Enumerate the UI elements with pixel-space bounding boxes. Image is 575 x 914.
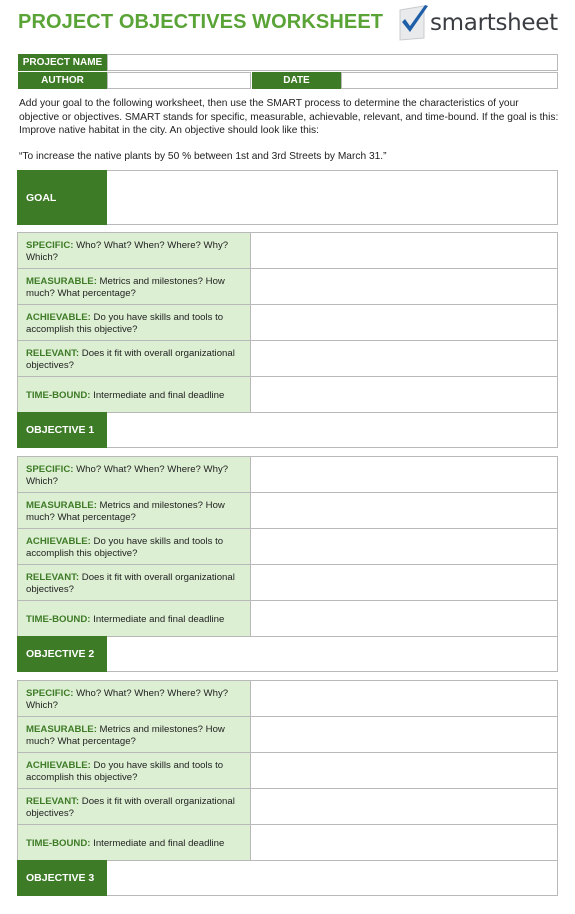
smart-answer-field[interactable] [251, 825, 558, 860]
smart-row-specific [17, 233, 558, 269]
smart-row-time-bound [17, 601, 558, 637]
objective-1-row[interactable] [17, 412, 558, 448]
author-field[interactable] [107, 72, 251, 89]
smart-answer-field[interactable] [251, 681, 558, 716]
smart-answer-field[interactable] [251, 753, 558, 788]
smart-prompt: ACHIEVABLE: Do you have skills and tools to accomplish this objective? [17, 529, 251, 564]
objective-2-row[interactable] [17, 636, 558, 672]
page-title: PROJECT OBJECTIVES WORKSHEET [18, 11, 384, 33]
smart-prompt: TIME-BOUND: Intermediate and final deadline [17, 825, 251, 860]
smart-row-time-bound [17, 825, 558, 861]
project-name-label: PROJECT NAME [18, 54, 107, 71]
example-objective: “To increase the native plants by 50 % between 1st and 3rd Streets by March 31.” [19, 151, 387, 162]
objective-3-label: OBJECTIVE 3 [17, 860, 107, 896]
smart-answer-field[interactable] [251, 233, 558, 268]
smart-answer-field[interactable] [251, 457, 558, 492]
smart-row-specific [17, 457, 558, 493]
smart-row-relevant [17, 565, 558, 601]
smart-prompt: MEASURABLE: Metrics and milestones? How much? What percentage? [17, 717, 251, 752]
smart-answer-field[interactable] [251, 341, 558, 376]
smart-answer-field[interactable] [251, 529, 558, 564]
smart-answer-field[interactable] [251, 305, 558, 340]
smart-prompt: ACHIEVABLE: Do you have skills and tools to accomplish this objective? [17, 305, 251, 340]
smart-answer-field[interactable] [251, 269, 558, 304]
checkmark-logo-icon [396, 4, 430, 42]
smart-row-measurable [17, 269, 558, 305]
intro-text: Add your goal to the following worksheet, then use the SMART process to determine the characteristics of your objective or objectives. SMART stands for specific, measurable, achievable, relevant, and time-bound. If the goal is this: Improve native habitat in the city. An objective should look like this: [19, 98, 559, 136]
author-label: AUTHOR [18, 72, 107, 89]
smart-answer-field[interactable] [251, 601, 558, 636]
smart-prompt: SPECIFIC: Who? What? When? Where? Why? Which? [17, 681, 251, 716]
smart-prompt: MEASURABLE: Metrics and milestones? How much? What percentage? [17, 493, 251, 528]
smart-row-relevant [17, 341, 558, 377]
smart-row-achievable [17, 753, 558, 789]
smart-row-time-bound [17, 377, 558, 413]
smart-prompt: RELEVANT: Does it fit with overall organizational objectives? [17, 789, 251, 824]
smartsheet-logo [396, 4, 561, 44]
smart-answer-field[interactable] [251, 789, 558, 824]
smart-row-achievable [17, 305, 558, 341]
smart-row-achievable [17, 529, 558, 565]
smart-prompt: TIME-BOUND: Intermediate and final deadline [17, 601, 251, 636]
smart-row-specific [17, 681, 558, 717]
smart-answer-field[interactable] [251, 493, 558, 528]
smart-answer-field[interactable] [251, 717, 558, 752]
smart-prompt: SPECIFIC: Who? What? When? Where? Why? Which? [17, 233, 251, 268]
smart-table-2 [17, 456, 558, 637]
logo-wordmark: smartsheet [430, 10, 558, 36]
date-field[interactable] [341, 72, 558, 89]
smart-prompt: MEASURABLE: Metrics and milestones? How much? What percentage? [17, 269, 251, 304]
smart-prompt: RELEVANT: Does it fit with overall organizational objectives? [17, 341, 251, 376]
smart-row-measurable [17, 493, 558, 529]
smart-prompt: ACHIEVABLE: Do you have skills and tools to accomplish this objective? [17, 753, 251, 788]
smart-prompt: RELEVANT: Does it fit with overall organizational objectives? [17, 565, 251, 600]
smart-prompt: TIME-BOUND: Intermediate and final deadline [17, 377, 251, 412]
smart-row-measurable [17, 717, 558, 753]
smart-row-relevant [17, 789, 558, 825]
project-name-field[interactable] [107, 54, 558, 71]
goal-label: GOAL [17, 170, 107, 225]
objective-3-row[interactable] [17, 860, 558, 896]
smart-table-3 [17, 680, 558, 861]
smart-prompt: SPECIFIC: Who? What? When? Where? Why? Which? [17, 457, 251, 492]
smart-table-1 [17, 232, 558, 413]
smart-answer-field[interactable] [251, 565, 558, 600]
goal-row[interactable] [17, 170, 558, 225]
smart-answer-field[interactable] [251, 377, 558, 412]
objective-2-label: OBJECTIVE 2 [17, 636, 107, 672]
date-label: DATE [252, 72, 341, 89]
objective-1-label: OBJECTIVE 1 [17, 412, 107, 448]
